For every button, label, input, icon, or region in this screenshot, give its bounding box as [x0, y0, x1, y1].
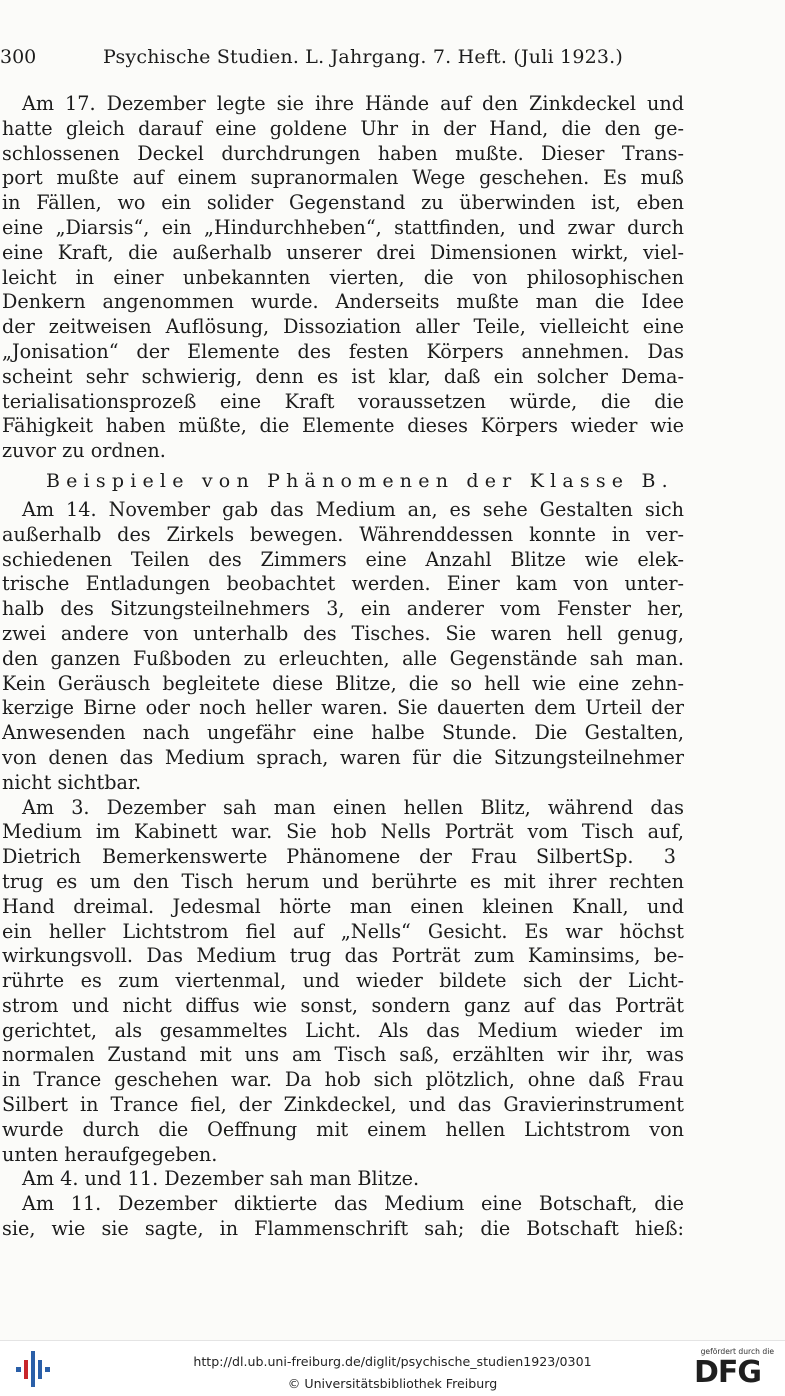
text-line: den ganzen Fußboden zu erleuchten, alle Gegenstände sah man. — [2, 646, 684, 670]
text-line: Denkern angenommen wurde. Anderseits mußte man die Idee — [2, 290, 684, 314]
text-line: strom und nicht diffus wie sonst, sondern ganz auf das Porträt — [2, 993, 684, 1017]
text-line: zuvor zu ordnen. — [2, 439, 166, 463]
paragraph-3 — [2, 796, 684, 1168]
text-line: schlossenen Deckel durchdrungen haben mußte. Dieser Trans- — [2, 141, 684, 165]
text-line: trug es um den Tisch herum und berührte es mit ihrer rechten — [2, 869, 684, 893]
text-line: eine Kraft, die außerhalb unserer drei Dimensionen wirkt, viel- — [2, 240, 684, 264]
text-line: sie, wie sie sagte, in Flammenschrift sah; die Botschaft hieß: — [2, 1217, 684, 1241]
page-number: 300 — [0, 46, 37, 68]
text-line: außerhalb des Zirkels bewegen. Währenddessen konnte in ver- — [2, 522, 684, 546]
text-line: Am 14. November gab das Medium an, es sehe Gestalten sich — [22, 497, 684, 521]
paragraph-1 — [2, 92, 684, 464]
paragraph-5 — [2, 1192, 684, 1242]
text-line: kerzige Birne oder noch heller waren. Sie dauerten dem Urteil der — [2, 696, 684, 720]
text-line: scheint sehr schwierig, denn es ist klar, daß ein solcher Dema- — [2, 364, 684, 388]
copyright-notice: © Universitätsbibliothek Freiburg — [287, 1376, 498, 1391]
text-line: Am 3. Dezember sah man einen hellen Blitz, während das — [22, 795, 684, 819]
reference-author: Dietrich — [2, 845, 81, 869]
text-line: der zeitweisen Auflösung, Dissoziation aller Teile, vielleicht eine — [2, 315, 684, 339]
text-line: ein heller Lichtstrom fiel auf „Nells“ Gesicht. Es war höchst — [2, 919, 684, 943]
text-line: Hand dreimal. Jedesmal hörte man einen kleinen Knall, und — [2, 894, 684, 918]
text-line: rührte es zum viertenmal, und wieder bildete sich der Licht- — [2, 969, 684, 993]
text-line: in Trance geschehen war. Da hob sich plötzlich, ohne daß Frau — [2, 1068, 684, 1092]
text-line: halb des Sitzungsteilnehmers 3, ein anderer vom Fenster her, — [2, 597, 684, 621]
dfg-logo — [692, 1347, 778, 1391]
text-line: port mußte auf einem supranormalen Wege geschehen. Es muß — [2, 166, 684, 190]
paragraph-2 — [2, 498, 684, 796]
text-line: Silbert in Trance fiel, der Zinkdeckel, und das Gravierinstrument — [2, 1093, 684, 1117]
reference-column: Sp. 3 — [602, 845, 676, 869]
paragraph-4 — [2, 1167, 684, 1192]
text-line: Fähigkeit haben müßte, die Elemente dieses Körpers wieder wie — [2, 414, 684, 438]
text-line: in Fällen, wo ein solider Gegenstand zu überwinden ist, eben — [2, 191, 684, 215]
text-line: eine „Diarsis“, ein „Hindurchheben“, stattfinden, und zwar durch — [2, 215, 684, 239]
text-line: terialisationsprozeß eine Kraft voraussetzen würde, die die — [2, 389, 684, 413]
reference-title: Bemerkenswerte Phänomene der Frau Silbert — [102, 845, 602, 869]
text-line: nicht sichtbar. — [2, 770, 142, 794]
permalink[interactable]: http://dl.ub.uni-freiburg.de/diglit/psychische_studien1923/0301 — [193, 1354, 592, 1369]
text-line: Anwesenden nach ungefähr eine halbe Stunde. Die Gestalten, — [2, 721, 684, 745]
dfg-tagline: gefördert durch die — [700, 1347, 774, 1356]
text-line: unten heraufgegeben. — [2, 1142, 218, 1166]
text-line: trische Entladungen beobachtet werden. Einer kam von unter- — [2, 572, 684, 596]
text-line: schiedenen Teilen des Zimmers eine Anzahl Blitze wie elek- — [2, 547, 684, 571]
text-line: wurde durch die Oeffnung mit einem hellen Lichtstrom von — [2, 1117, 684, 1141]
text-line: Am 4. und 11. Dezember sah man Blitze. — [22, 1167, 420, 1191]
text-line: wirkungsvoll. Das Medium trug das Porträt zum Kaminsims, be- — [2, 944, 684, 968]
text-line: Medium im Kabinett war. Sie hob Nells Porträt vom Tisch auf, — [2, 820, 684, 844]
text-line: „Jonisation“ der Elemente des festen Körpers annehmen. Das — [2, 339, 684, 363]
text-line: Kein Geräusch begleitete diese Blitze, die so hell wie eine zehn- — [2, 671, 684, 695]
source-reference-line — [2, 845, 684, 870]
body-text — [2, 92, 684, 1242]
text-line: Am 17. Dezember legte sie ihre Hände auf den Zinkdeckel und — [22, 92, 684, 115]
text-line: normalen Zustand mit uns am Tisch saß, erzählten wir ihr, was — [2, 1043, 684, 1067]
text-line: gerichtet, als gesammeltes Licht. Als das Medium wieder im — [2, 1018, 684, 1042]
text-line: Am 11. Dezember diktierte das Medium eine Botschaft, die — [22, 1192, 684, 1216]
text-line: hatte gleich darauf eine goldene Uhr in der Hand, die den ge- — [2, 116, 684, 140]
text-line: zwei andere von unterhalb des Tisches. Sie waren hell genug, — [2, 621, 684, 645]
text-line: leicht in einer unbekannten vierten, die von philosophischen — [2, 265, 684, 289]
dfg-wordmark: DFG — [694, 1355, 762, 1390]
text-line: von denen das Medium sprach, waren für die Sitzungsteilnehmer — [2, 745, 684, 769]
section-heading: Beispiele von Phänomenen der Klasse B. — [46, 469, 674, 492]
viewer-footer — [0, 1340, 785, 1396]
running-title: Psychische Studien. L. Jahrgang. 7. Heft. (Juli 1923.) — [103, 46, 624, 68]
page-header — [0, 46, 785, 78]
